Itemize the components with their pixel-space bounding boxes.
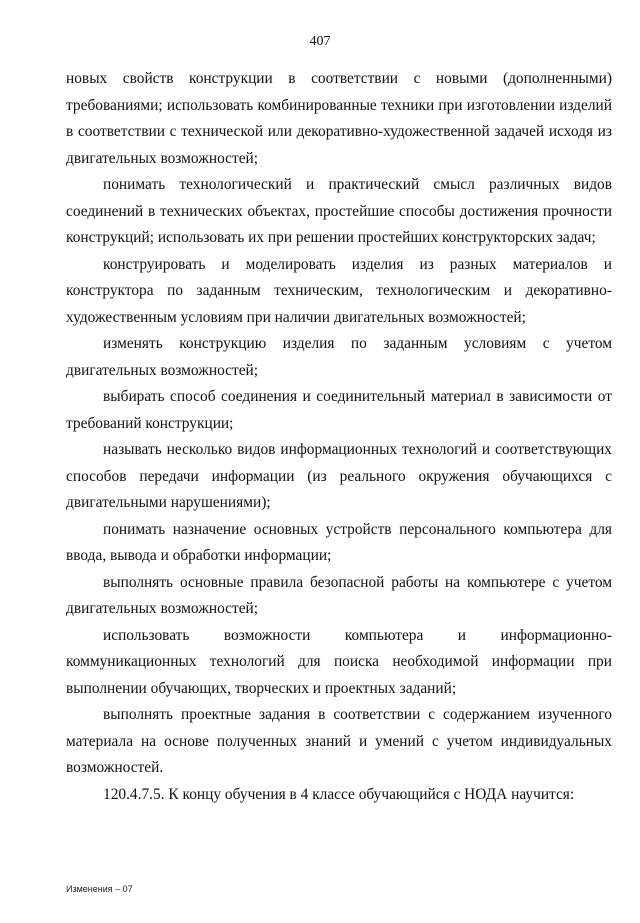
paragraph: называть несколько видов информационных технологий и соответствующих способов передачи информации (из реального окружения обучающихся с двигательными нарушениями);	[66, 441, 612, 511]
paragraph: выполнять проектные задания в соответствии с содержанием изученного материала на основе полученных знаний и умений с учетом индивидуальных возможностей.	[66, 706, 612, 776]
paragraph: конструировать и моделировать изделия из разных материалов и конструктора по заданным техническим, технологическим и декоративно-художественным условиям при наличии двигательных возможностей;	[66, 255, 612, 326]
paragraph: выполнять основные правила безопасной работы на компьютере с учетом двигательных возможностей;	[66, 573, 612, 617]
paragraph: новых свойств конструкции в соответствии с новыми (дополненными) требованиями; использовать комбинированные техники при изготовлении изделий в соответствии с технической или декоративно-художественной задачей исходя из двигательных возможностей;	[66, 70, 612, 167]
paragraph: использовать возможности компьютера и информационно-коммуникационных технологий для поиска необходимой информации при выполнении обучающих, творческих и проектных заданий;	[66, 626, 612, 697]
footer-note: Изменения – 07	[66, 884, 133, 894]
paragraph: изменять конструкцию изделия по заданным условиям с учетом двигательных возможностей;	[66, 335, 612, 379]
paragraph: понимать назначение основных устройств персонального компьютера для ввода, вывода и обработки информации;	[66, 520, 612, 564]
paragraph: понимать технологический и практический смысл различных видов соединений в технических объектах, простейшие способы достижения прочности конструкций; использовать их при решении простейших конструкторских задач;	[66, 176, 612, 246]
paragraph: выбирать способ соединения и соединительный материал в зависимости от требований конструкции;	[66, 388, 612, 432]
body-text	[66, 66, 612, 808]
section-heading-paragraph: 120.4.7.5. К концу обучения в 4 классе обучающийся с НОДА научится:	[103, 785, 575, 803]
page-number: 407	[309, 34, 331, 49]
